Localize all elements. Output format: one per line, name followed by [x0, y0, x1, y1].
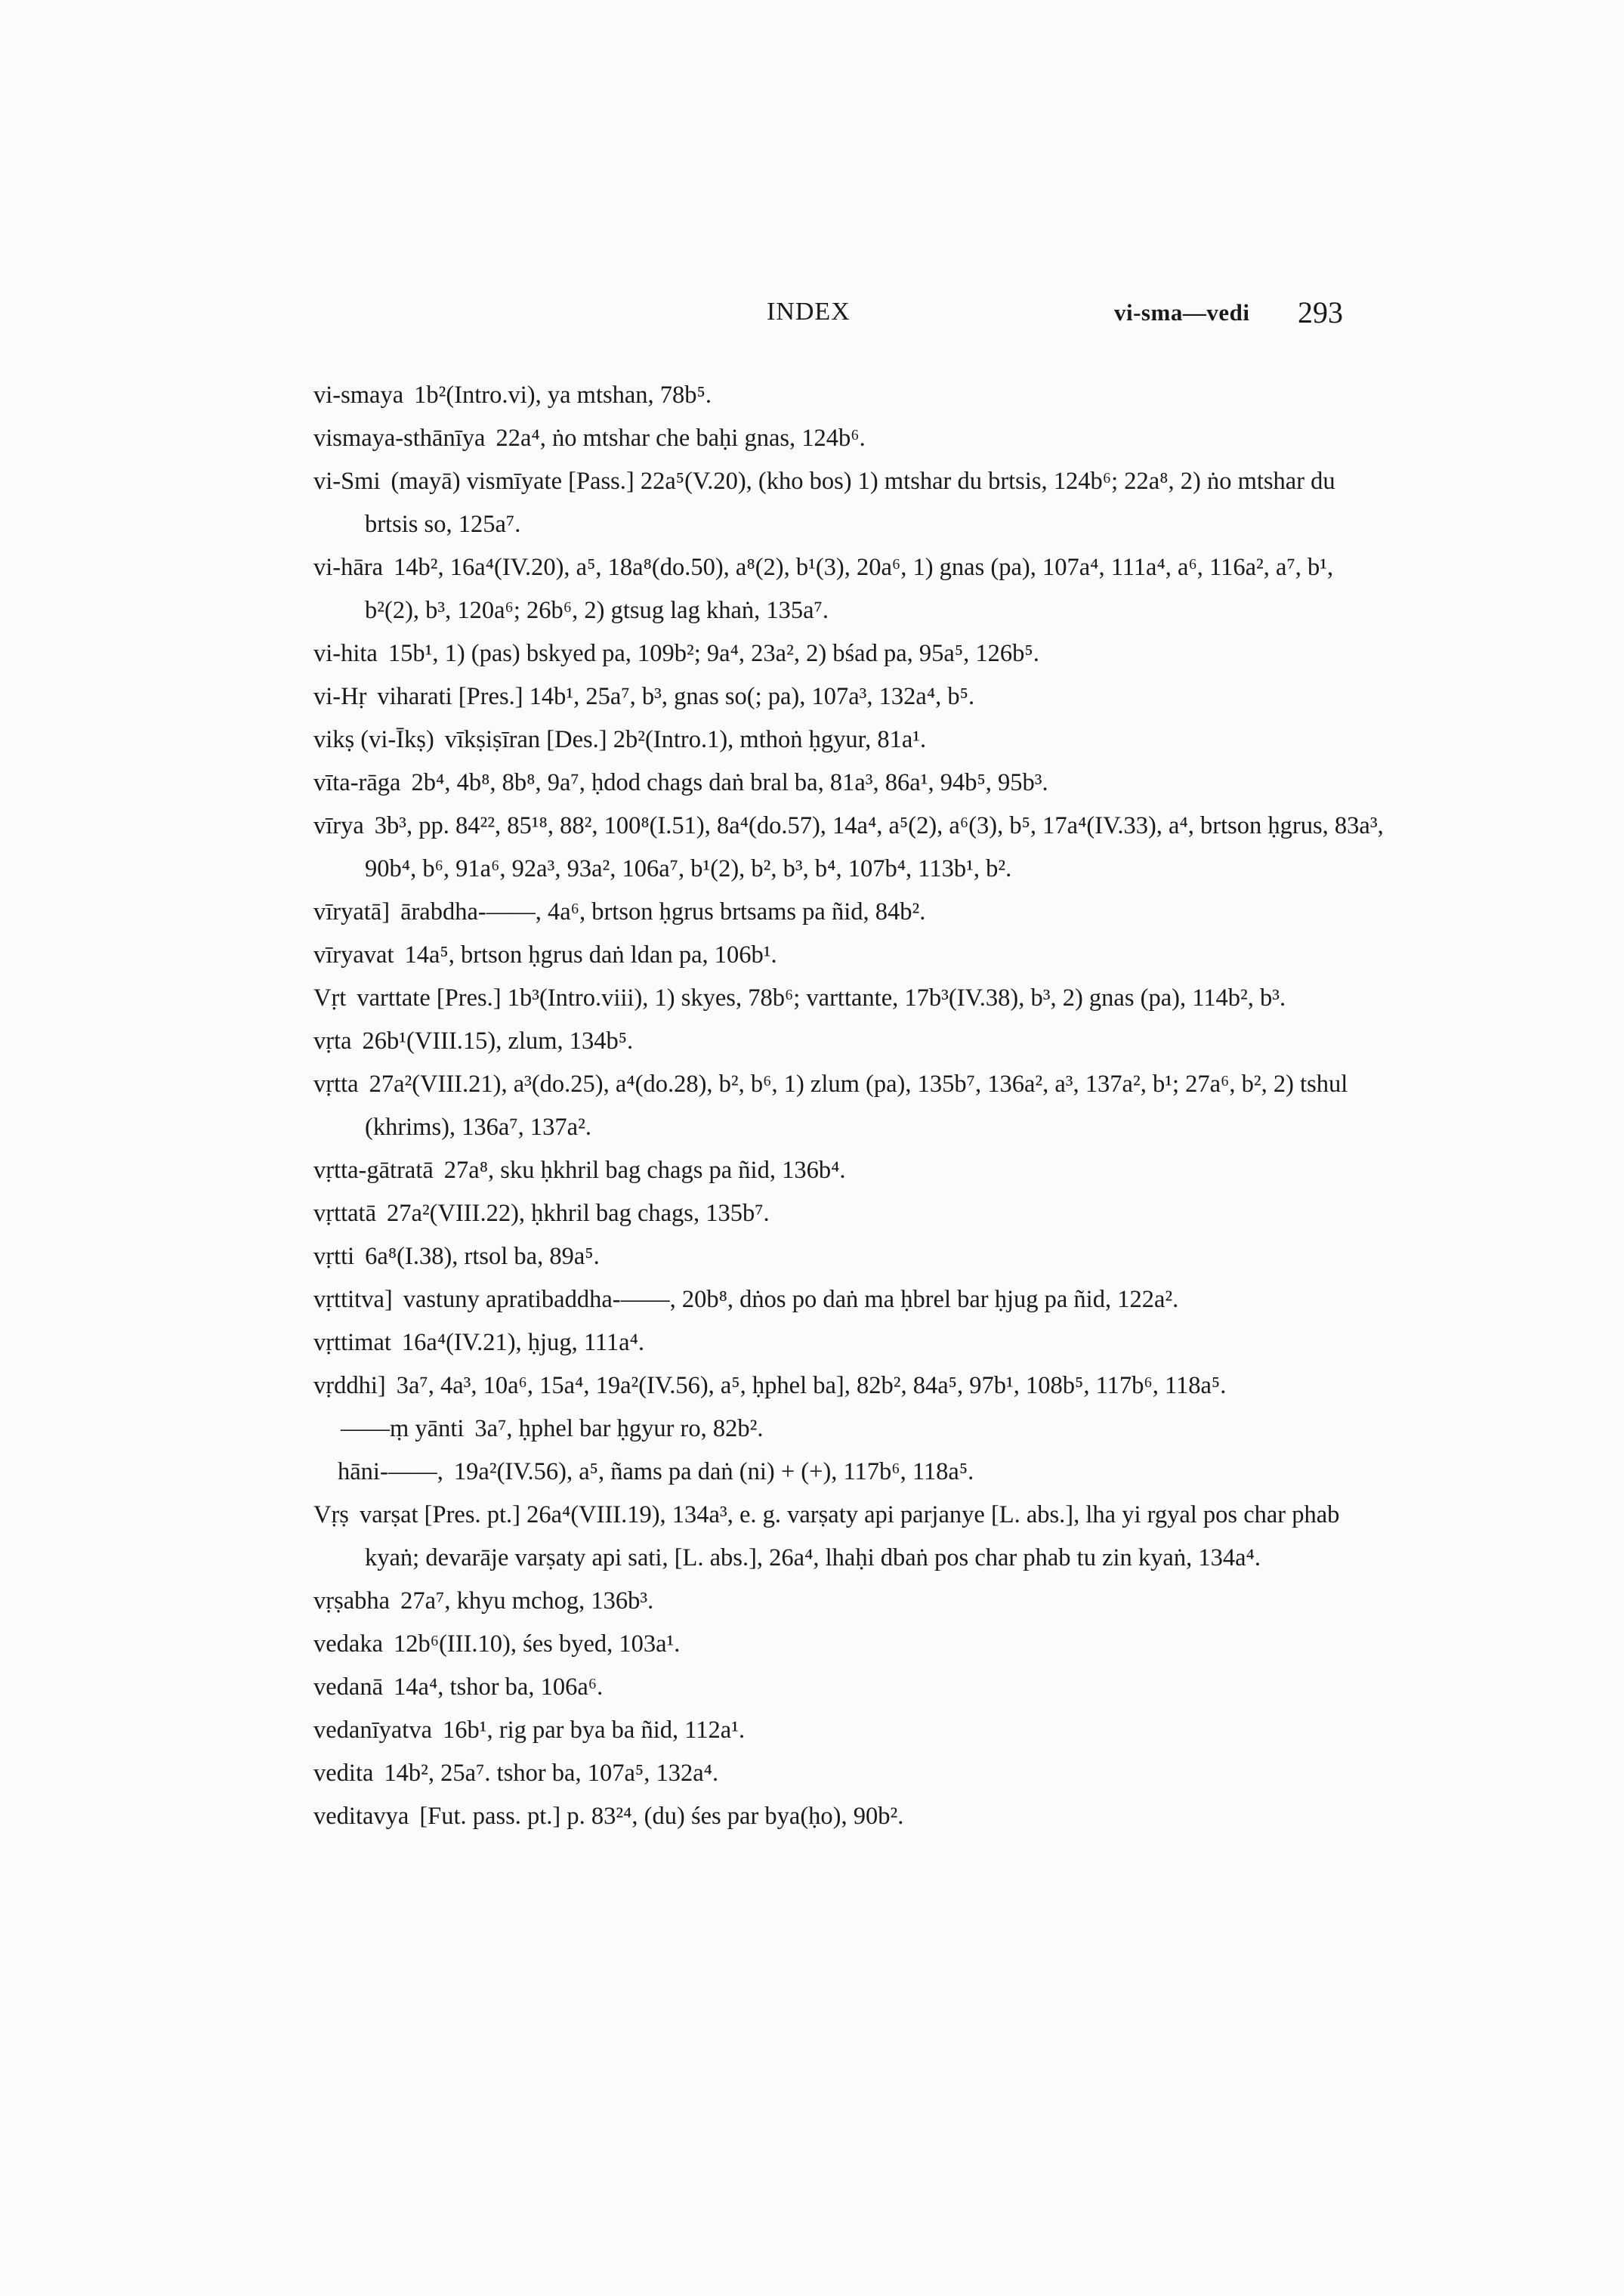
index-entry — [313, 1623, 1394, 1666]
entry-headword: vi-smaya — [313, 382, 404, 409]
entry-body: vastuny apratibaddha-——, 20b⁸, dṅos po daṅ ma ḥbrel bar ḥjug pa ñid, 122a². — [403, 1286, 1179, 1313]
index-entry — [313, 1020, 1394, 1063]
index-entry — [313, 1149, 1394, 1192]
entry-body: vīkṣiṣīran [Des.] 2b²(Intro.1), mthoṅ ḥgyur, 81a¹. — [444, 726, 927, 753]
entry-headword: veditavya — [313, 1803, 409, 1830]
index-entry — [313, 934, 1394, 977]
entry-body: 3a⁷, ḥphel bar ḥgyur ro, 82b². — [474, 1415, 764, 1442]
entry-headword: vīryavat — [313, 941, 394, 969]
index-entry — [313, 718, 1394, 762]
entry-headword: vismaya-sthānīya — [313, 425, 486, 452]
index-entry — [313, 977, 1394, 1020]
entry-headword: vikṣ (vi-Īkṣ) — [313, 726, 434, 753]
entry-body: 27a²(VIII.22), ḥkhril bag chags, 135b⁷. — [387, 1200, 770, 1227]
entry-body: 14b², 25a⁷. tshor ba, 107a⁵, 132a⁴. — [384, 1760, 719, 1787]
index-entry — [313, 1278, 1394, 1321]
entry-body: 19a²(IV.56), a⁵, ñams pa daṅ (ni) + (+), 117b⁶, 118a⁵. — [453, 1458, 974, 1485]
entry-body: 27a⁷, khyu mchog, 136b³. — [400, 1587, 654, 1615]
entry-body: 2b⁴, 4b⁸, 8b⁸, 9a⁷, ḥdod chags daṅ bral ba, 81a³, 86a¹, 94b⁵, 95b³. — [411, 769, 1048, 796]
entry-headword: vṛtta — [313, 1071, 359, 1098]
entry-headword: vṛttatā — [313, 1200, 377, 1227]
entry-body: 15b¹, 1) (pas) bskyed pa, 109b²; 9a⁴, 23a², 2) bśad pa, 95a⁵, 126b⁵. — [387, 640, 1039, 667]
entry-headword: vīryatā] — [313, 898, 391, 926]
index-entry — [313, 805, 1394, 891]
entry-headword: vṛddhi] — [313, 1372, 386, 1399]
index-entry — [313, 675, 1394, 718]
entry-headword: vīta-rāga — [313, 769, 401, 796]
index-entry — [313, 1494, 1394, 1580]
index-entry — [313, 1235, 1394, 1278]
index-subentry — [313, 1408, 1394, 1451]
index-entry — [313, 762, 1394, 805]
entry-headword: vedanīyatva — [313, 1717, 433, 1744]
entry-body: (mayā) vismīyate [Pass.] 22a⁵(V.20), (kho bos) 1) mtshar du brtsis, 124b⁶; 22a⁸, 2) ṅo mtshar du brtsis so, 125a⁷. — [365, 468, 1335, 538]
index-entry — [313, 1321, 1394, 1364]
entry-headword: vṛttimat — [313, 1329, 391, 1356]
entry-headword: ——ṃ yānti — [341, 1415, 465, 1442]
index-entry — [313, 1192, 1394, 1235]
index-subentry — [313, 1451, 1394, 1494]
entry-body: viharati [Pres.] 14b¹, 25a⁷, b³, gnas so(; pa), 107a³, 132a⁴, b⁵. — [377, 683, 975, 710]
entry-headword: vi-hāra — [313, 554, 384, 581]
index-entry — [313, 1752, 1394, 1795]
entry-headword: vedita — [313, 1760, 374, 1787]
entry-body: 14b², 16a⁴(IV.20), a⁵, 18a⁸(do.50), a⁸(2), b¹(3), 20a⁶, 1) gnas (pa), 107a⁴, 111a⁴, a⁶, 116a², a⁷, b¹, b²(2), b³, 120a⁶; 26b⁶, 2) gtsug lag khaṅ, 135a⁷. — [365, 554, 1334, 624]
entry-body: 14a⁴, tshor ba, 106a⁶. — [394, 1673, 604, 1701]
index-entry — [313, 460, 1394, 546]
entry-body: 3a⁷, 4a³, 10a⁶, 15a⁴, 19a²(IV.56), a⁵, ḥphel ba], 82b², 84a⁵, 97b¹, 108b⁵, 117b⁶, 118a⁵. — [396, 1372, 1227, 1399]
entry-body: 12b⁶(III.10), śes byed, 103a¹. — [394, 1630, 681, 1658]
index-entry — [313, 891, 1394, 934]
entry-body: 26b¹(VIII.15), zlum, 134b⁵. — [362, 1027, 634, 1055]
entry-body: 14a⁵, brtson ḥgrus daṅ ldan pa, 106b¹. — [404, 941, 777, 969]
entry-headword: vṛttitva] — [313, 1286, 393, 1313]
index-entry — [313, 1709, 1394, 1752]
entry-body: 1b²(Intro.vi), ya mtshan, 78b⁵. — [414, 382, 712, 409]
index-entry — [313, 374, 1394, 417]
entry-body: 22a⁴, ṅo mtshar che baḥi gnas, 124b⁶. — [496, 425, 866, 452]
running-header — [0, 295, 1624, 335]
entry-headword: vīrya — [313, 812, 364, 839]
entry-headword: Vṛṣ — [313, 1501, 349, 1528]
entry-range: vi-sma—vedi — [1114, 299, 1250, 326]
running-title: INDEX — [767, 298, 851, 326]
entry-headword: vṛtti — [313, 1243, 355, 1270]
entry-body: 27a⁸, sku ḥkhril bag chags pa ñid, 136b⁴. — [443, 1157, 846, 1184]
entry-body: 6a⁸(I.38), rtsol ba, 89a⁵. — [365, 1243, 600, 1270]
entry-body: [Fut. pass. pt.] p. 83²⁴, (du) śes par bya(ḥo), 90b². — [419, 1803, 904, 1830]
page-number: 293 — [1298, 295, 1343, 329]
entry-body: ārabdha-——, 4a⁶, brtson ḥgrus brtsams pa ñid, 84b². — [400, 898, 926, 926]
index-entry — [313, 1580, 1394, 1623]
entry-body: 3b³, pp. 84²², 85¹⁸, 88², 100⁸(I.51), 8a⁴(do.57), 14a⁴, a⁵(2), a⁶(3), b⁵, 17a⁴(IV.33), a⁴, brtson ḥgrus, 83a³, 90b⁴, b⁶, 91a⁶, 92a³, 93a², 106a⁷, b¹(2), b², b³, b⁴, 107b⁴, 113b¹, b². — [365, 812, 1384, 882]
index-entry — [313, 1666, 1394, 1709]
entry-headword: vi-Smi — [313, 468, 381, 495]
index-entry — [313, 632, 1394, 675]
entry-headword: vedanā — [313, 1673, 384, 1701]
entry-body: 16b¹, rig par bya ba ñid, 112a¹. — [443, 1717, 746, 1744]
index-entry — [313, 1063, 1394, 1149]
index-entry — [313, 1795, 1394, 1838]
entry-headword: vi-Hṛ — [313, 683, 367, 710]
entry-body: varṣat [Pres. pt.] 26a⁴(VIII.19), 134a³, e. g. varṣaty api parjanye [L. abs.], lha yi rgyal pos char phab kyaṅ; devarāje varṣaty api sati, [L. abs.], 26a⁴, lhaḥi dbaṅ pos char phab tu zin kyaṅ, 134a⁴. — [359, 1501, 1340, 1571]
entry-headword: vṛtta-gātratā — [313, 1157, 434, 1184]
entry-body: 27a²(VIII.21), a³(do.25), a⁴(do.28), b², b⁶, 1) zlum (pa), 135b⁷, 136a², a³, 137a², b¹; 27a⁶, b², 2) tshul (khrims), 136a⁷, 137a². — [365, 1071, 1348, 1141]
entry-headword: vi-hita — [313, 640, 378, 667]
entry-headword: vedaka — [313, 1630, 384, 1658]
index-entry — [313, 417, 1394, 460]
index-entry — [313, 546, 1394, 632]
entry-headword: hāni-——, — [338, 1458, 443, 1485]
index-entry — [313, 1364, 1394, 1408]
entry-headword: vṛta — [313, 1027, 352, 1055]
entry-body: 16a⁴(IV.21), ḥjug, 111a⁴. — [401, 1329, 645, 1356]
entry-body: varttate [Pres.] 1b³(Intro.viii), 1) skyes, 78b⁶; varttante, 17b³(IV.38), b³, 2) gnas (pa), 114b², b³. — [357, 984, 1286, 1012]
entry-headword: Vṛt — [313, 984, 347, 1012]
index-entries — [313, 374, 1394, 1838]
entry-headword: vṛṣabha — [313, 1587, 391, 1615]
